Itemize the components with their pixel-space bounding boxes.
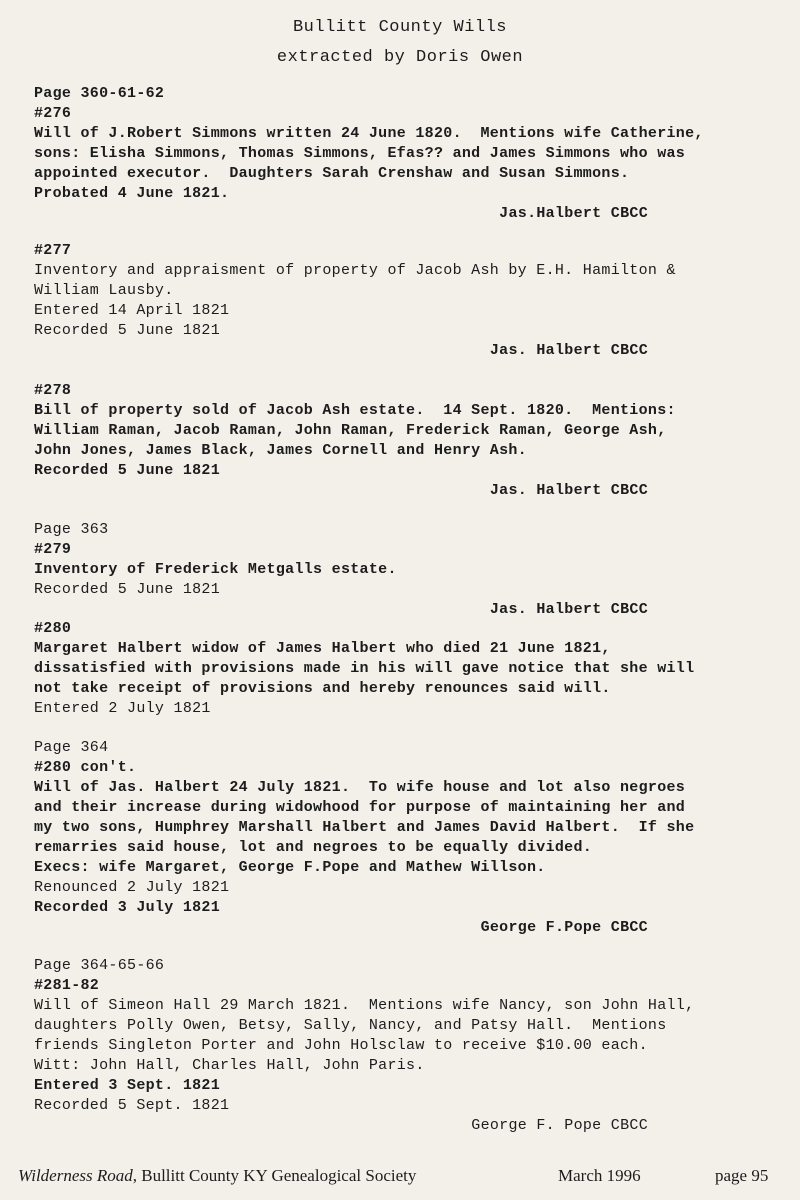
entry-line: Margaret Halbert widow of James Halbert who died 21 June 1821, bbox=[34, 640, 611, 657]
entry-line: #280 con't. bbox=[34, 759, 137, 776]
entry-line: Page 363 bbox=[34, 521, 109, 538]
will-entry-279 bbox=[34, 520, 774, 620]
document-subtitle: extracted by Doris Owen bbox=[276, 48, 524, 67]
entry-line: #277 bbox=[34, 242, 72, 259]
entry-line: dissatisfied with provisions made in his will gave notice that she will bbox=[34, 660, 695, 677]
entry-line: William Lausby. bbox=[34, 282, 174, 299]
entry-line: sons: Elisha Simmons, Thomas Simmons, Efas?? and James Simmons who was bbox=[34, 145, 686, 162]
entry-line: my two sons, Humphrey Marshall Halbert and James David Halbert. If she bbox=[34, 819, 695, 836]
will-entry-277 bbox=[34, 241, 774, 361]
entry-line: Recorded 5 June 1821 bbox=[34, 462, 221, 479]
entry-line: Recorded 5 June 1821 bbox=[34, 581, 221, 598]
entry-line: Inventory of Frederick Metgalls estate. bbox=[34, 561, 397, 578]
entry-line: Page 360-61-62 bbox=[34, 85, 165, 102]
entry-line: Recorded 5 Sept. 1821 bbox=[34, 1097, 230, 1114]
footer-publication bbox=[18, 1166, 416, 1186]
entry-line: William Raman, Jacob Raman, John Raman, Frederick Raman, George Ash, bbox=[34, 422, 667, 439]
footer-date: March 1996 bbox=[558, 1166, 641, 1185]
clerk-signature: Jas. Halbert CBCC bbox=[489, 342, 648, 359]
entry-line: #278 bbox=[34, 382, 72, 399]
will-entry-278 bbox=[34, 381, 774, 501]
entry-line: #279 bbox=[34, 541, 72, 558]
entry-line: Will of J.Robert Simmons written 24 June 1820. Mentions wife Catherine, bbox=[34, 125, 704, 142]
entry-line: Execs: wife Margaret, George F.Pope and Mathew Willson. bbox=[34, 859, 546, 876]
entry-line: and their increase during widowhood for purpose of maintaining her and bbox=[34, 799, 686, 816]
entry-line: daughters Polly Owen, Betsy, Sally, Nancy, and Patsy Hall. Mentions bbox=[34, 1017, 667, 1034]
entry-line: Renounced 2 July 1821 bbox=[34, 879, 230, 896]
entry-line: #276 bbox=[34, 105, 72, 122]
entry-line: Inventory and appraisment of property of Jacob Ash by E.H. Hamilton & bbox=[34, 262, 676, 279]
clerk-signature: George F.Pope CBCC bbox=[480, 919, 648, 936]
entry-line: John Jones, James Black, James Cornell and Henry Ash. bbox=[34, 442, 527, 459]
publisher-name: , Bullitt County KY Genealogical Society bbox=[132, 1166, 417, 1185]
publication-name: Wilderness Road bbox=[18, 1166, 133, 1185]
entry-line: Page 364 bbox=[34, 739, 109, 756]
clerk-signature: Jas. Halbert CBCC bbox=[489, 601, 648, 618]
entry-line: Will of Jas. Halbert 24 July 1821. To wife house and lot also negroes bbox=[34, 779, 686, 796]
entry-line: Bill of property sold of Jacob Ash estate. 14 Sept. 1820. Mentions: bbox=[34, 402, 676, 419]
entry-line: friends Singleton Porter and John Holsclaw to receive $10.00 each. bbox=[34, 1037, 648, 1054]
entry-line: Page 364-65-66 bbox=[34, 957, 165, 974]
will-entry-280 bbox=[34, 619, 774, 719]
entry-line: Entered 2 July 1821 bbox=[34, 700, 211, 717]
entry-line: #280 bbox=[34, 620, 72, 637]
entry-line: #281-82 bbox=[34, 977, 100, 994]
entry-line: Will of Simeon Hall 29 March 1821. Mentions wife Nancy, son John Hall, bbox=[34, 997, 695, 1014]
will-entry-281-82 bbox=[34, 956, 774, 1136]
entry-line: Entered 14 April 1821 bbox=[34, 302, 230, 319]
clerk-signature: Jas. Halbert CBCC bbox=[489, 482, 648, 499]
entry-line: Recorded 5 June 1821 bbox=[34, 322, 221, 339]
will-entry-276 bbox=[34, 84, 774, 224]
document-title: Bullitt County Wills bbox=[292, 18, 508, 37]
entry-line: Witt: John Hall, Charles Hall, John Paris. bbox=[34, 1057, 425, 1074]
entry-line: Entered 3 Sept. 1821 bbox=[34, 1077, 221, 1094]
clerk-signature: George F. Pope CBCC bbox=[471, 1117, 648, 1134]
page-number: page 95 bbox=[715, 1166, 769, 1185]
entry-line: remarries said house, lot and negroes to be equally divided. bbox=[34, 839, 593, 856]
entry-line: Probated 4 June 1821. bbox=[34, 185, 230, 202]
entry-line: appointed executor. Daughters Sarah Crenshaw and Susan Simmons. bbox=[34, 165, 630, 182]
clerk-signature: Jas.Halbert CBCC bbox=[499, 205, 648, 222]
entry-line: Recorded 3 July 1821 bbox=[34, 899, 221, 916]
will-entry-280-continued bbox=[34, 738, 774, 938]
entry-line: not take receipt of provisions and hereby renounces said will. bbox=[34, 680, 611, 697]
